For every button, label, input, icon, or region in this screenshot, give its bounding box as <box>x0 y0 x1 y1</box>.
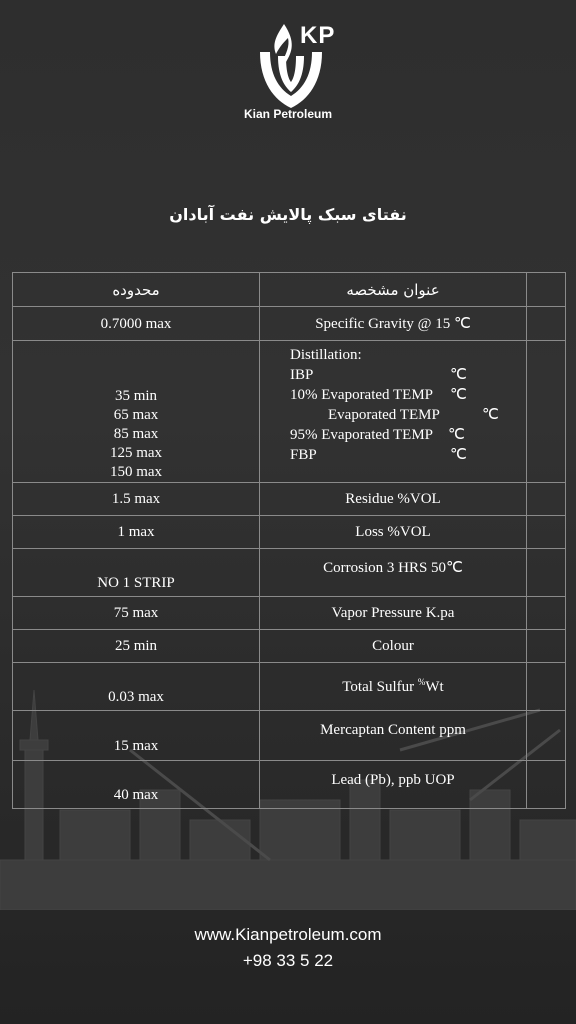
row-property-sulfur <box>260 663 527 711</box>
distill-label: FBP <box>290 447 317 463</box>
distill-line <box>260 365 526 385</box>
distill-value: 85 max <box>113 426 159 442</box>
row-value: 40 max <box>13 761 260 809</box>
table-row <box>13 663 566 711</box>
extra-cell <box>527 630 566 663</box>
extra-cell <box>527 341 566 483</box>
sulfur-unit: Wt <box>425 679 444 695</box>
brand-name: Kian Petroleum <box>243 107 333 121</box>
value-stack <box>13 387 259 482</box>
row-value: NO 1 STRIP <box>13 549 260 597</box>
distill-value: 65 max <box>113 407 159 423</box>
extra-cell <box>527 307 566 341</box>
extra-cell <box>527 663 566 711</box>
distill-title: Distillation: <box>290 347 362 363</box>
table-row <box>13 761 566 809</box>
sulfur-percent: % <box>417 677 426 687</box>
distill-value: 125 max <box>109 445 163 461</box>
distill-label: 95% Evaporated TEMP <box>290 427 434 443</box>
distill-value: 150 max <box>109 464 163 480</box>
table-row-distillation <box>13 341 566 483</box>
extra-cell <box>527 273 566 307</box>
extra-cell <box>527 761 566 809</box>
table-row <box>13 549 566 597</box>
extra-cell <box>527 549 566 597</box>
row-value: 15 max <box>13 711 260 761</box>
table-row <box>13 307 566 341</box>
distill-title-line <box>260 345 526 365</box>
table-row <box>13 630 566 663</box>
table-row <box>13 711 566 761</box>
phone-number[interactable]: +98 33 5 22 <box>242 951 334 970</box>
extra-cell <box>527 516 566 549</box>
extra-cell <box>527 711 566 761</box>
row-value: 1 max <box>13 516 260 549</box>
row-property: Residue %VOL <box>260 483 527 516</box>
distill-unit: ℃ <box>450 367 467 383</box>
extra-cell <box>527 483 566 516</box>
distill-line <box>260 385 526 405</box>
header-range: محدوده <box>13 273 260 307</box>
distill-unit: ℃ <box>448 427 465 443</box>
row-value: 0.7000 max <box>13 307 260 341</box>
row-value: 75 max <box>13 597 260 630</box>
table-header-row <box>13 273 566 307</box>
table-row <box>13 597 566 630</box>
row-property-distillation <box>260 341 527 483</box>
row-value: 0.03 max <box>13 663 260 711</box>
row-property: Loss %VOL <box>260 516 527 549</box>
sulfur-label: Total Sulfur <box>342 679 415 695</box>
page-title: نفتای سبک پالایش نفت آبادان <box>169 205 407 224</box>
distill-line <box>260 445 526 465</box>
distill-label: IBP <box>290 367 314 383</box>
distill-label: Evaporated TEMP <box>328 407 440 423</box>
distill-line <box>260 425 526 445</box>
distill-unit: ℃ <box>482 407 499 423</box>
extra-cell <box>527 597 566 630</box>
distillation-block <box>260 345 526 465</box>
row-property: Lead (Pb), ppb UOP <box>260 761 527 809</box>
row-property: Corrosion 3 HRS 50℃ <box>260 549 527 597</box>
website-link[interactable]: www.Kianpetroleum.com <box>194 925 382 944</box>
row-value: 25 min <box>13 630 260 663</box>
row-value-stack <box>13 341 260 483</box>
table-row <box>13 483 566 516</box>
row-value: 1.5 max <box>13 483 260 516</box>
row-property: Colour <box>260 630 527 663</box>
distill-line <box>260 405 526 425</box>
distill-unit: ℃ <box>450 387 467 403</box>
row-property: Mercaptan Content ppm <box>260 711 527 761</box>
distill-label: 10% Evaporated TEMP <box>290 387 434 403</box>
distill-unit: ℃ <box>450 447 467 463</box>
spec-table <box>12 272 566 809</box>
header-property: عنوان مشخصه <box>260 273 527 307</box>
table-row <box>13 516 566 549</box>
brand-mark: KP <box>300 22 336 49</box>
row-property: Specific Gravity @ 15 ℃ <box>260 307 527 341</box>
distill-value: 35 min <box>114 388 158 404</box>
row-property: Vapor Pressure K.pa <box>260 597 527 630</box>
